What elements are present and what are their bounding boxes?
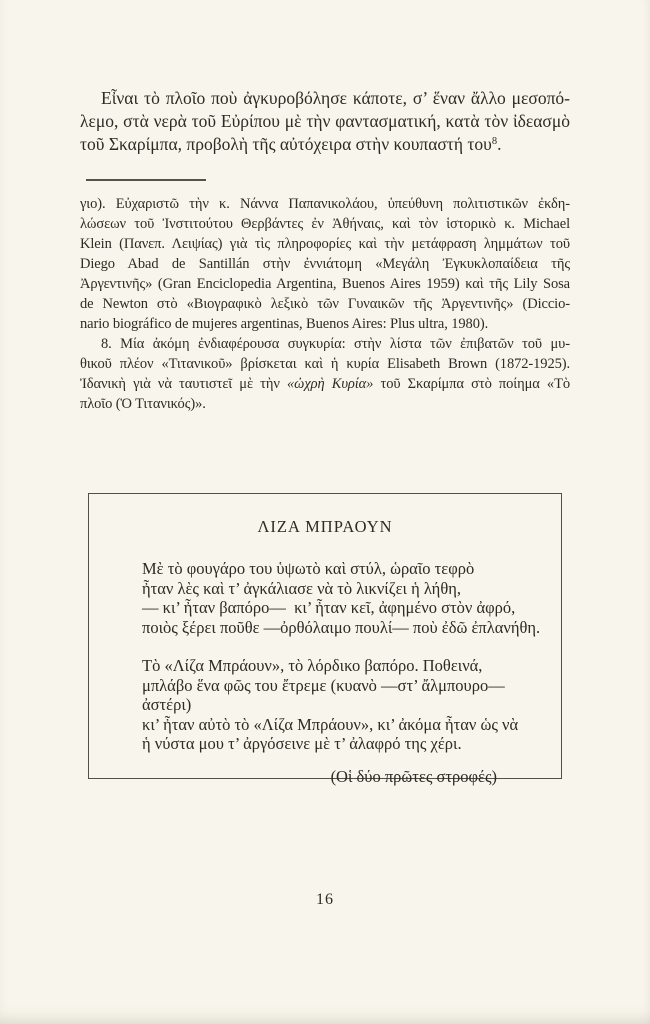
poem-line: — κι’ ἦταν βαπόρο— κι’ ἦταν κεῖ, ἀφημένο στὸν ἀφρό, bbox=[142, 598, 516, 617]
poem-line: Μὲ τὸ φουγάρο του ὑψωτὸ καὶ στύλ, ὡραῖο τεφρὸ bbox=[142, 559, 475, 578]
poem-line: ἦταν λὲς καὶ τ’ ἀγκάλιασε νὰ τὸ λικνίζει ἡ λήθη, bbox=[142, 578, 461, 598]
footnote-line: 8. Μία ἀκόμη ἐνδιαφέρουσα συγκυρία: στὴν λίστα τῶν ἐπιβατῶν τοῦ μυ- bbox=[101, 336, 570, 352]
poem-line: ἡ νύστα μου τ’ ἀργόσεινε μὲ τ’ ἀλαφρό της χέρι. bbox=[142, 734, 462, 753]
poem-stanza-1 bbox=[142, 559, 551, 637]
poem-caption: (Οἱ δύο πρῶτες στροφές) bbox=[330, 766, 497, 786]
footnote-line: λώσεων τοῦ Ἰνστιτούτου Θερβάντες ἐν Ἀθήναις, καὶ τὸν ἱστορικὸ κ. Michael bbox=[80, 216, 570, 232]
footnote-line: nario biográfico de mujeres argentinas, Buenos Aires: Plus ultra, 1980). bbox=[80, 316, 489, 332]
poem-stanza-2 bbox=[142, 656, 551, 754]
poem-box bbox=[88, 493, 562, 786]
footnote-line-text: τοῦ Σκαρίμπα στὸ ποίημα «Τὸ bbox=[373, 376, 570, 392]
footnote-line: Klein (Πανεπ. Λειψίας) γιὰ τὶς πληροφορίες καὶ τὴν μετάφραση λημμάτων τοῦ bbox=[80, 236, 570, 252]
footnote-line: Ἀργεντινῆς» (Gran Enciclopedia Argentina, Buenos Aires 1959) καὶ τῆς Lily Sosa bbox=[80, 276, 570, 292]
footnote-italic-phrase: «ὠχρὴ Κυρία» bbox=[287, 376, 374, 392]
footnote-separator bbox=[86, 179, 206, 181]
footnote-line-text: Ἰδανικὴ γιὰ νὰ ταυτιστεῖ μὲ τὴν bbox=[80, 376, 288, 392]
footnote-7-continuation bbox=[80, 194, 570, 334]
paragraph-line-text: τοῦ Σκαρίμπα, προβολὴ τῆς αὐτόχειρα στὴν κουπαστή του bbox=[80, 134, 492, 154]
footnote-8 bbox=[80, 334, 570, 414]
page-number: 16 bbox=[316, 891, 334, 908]
paragraph-line: Εἶναι τὸ πλοῖο ποὺ ἀγκυροβόλησε κάποτε, σ’ ἕναν ἄλλο μεσοπό- bbox=[101, 88, 570, 108]
footnote-reference: 8 bbox=[491, 136, 498, 147]
poem-line: ποιὸς ξέρει ποῦθε —ὀρθόλαιμο πουλί— ποὺ ἐδῶ ἐπλανήθη. bbox=[142, 617, 541, 637]
poem-line: μπλάβο ἕνα φῶς του ἔτρεμε (κυανὸ —στ’ ἄλμπουρο— ἀστέρι) bbox=[142, 675, 509, 714]
paragraph-line bbox=[80, 133, 570, 156]
footnote-line: γιο). Εὐχαριστῶ τὴν κ. Νάννα Παπανικολάου, ὑπεύθυνη πολιτιστικῶν ἐκδη- bbox=[80, 196, 570, 212]
footnotes-block bbox=[80, 194, 570, 414]
footnote-line: de Newton στὸ «Βιογραφικὸ λεξικὸ τῶν Γυναικῶν τῆς Ἀργεντινῆς» (Diccio- bbox=[80, 296, 570, 312]
footnote-line: πλοῖο (Ὁ Τιτανικός)». bbox=[80, 396, 206, 412]
poem-title: ΛΙΖΑ ΜΠΡΑΟΥΝ bbox=[257, 517, 393, 536]
poem-line: κι’ ἦταν αὐτὸ τὸ «Λίζα Μπράουν», κι’ ἀκόμα ἦταν ὡς νὰ bbox=[142, 714, 519, 734]
footnote-line bbox=[80, 374, 570, 394]
footnote-line: θικοῦ πλέον «Τιτανικοῦ» βρίσκεται καὶ ἡ κυρία Elisabeth Brown (1872-1925). bbox=[80, 356, 570, 372]
footnote-line: Diego Abad de Santillán στὴν ἐννιάτομη «Μεγάλη Ἐγκυκλοπαίδεια τῆς bbox=[80, 256, 570, 272]
poem-line: Τὸ «Λίζα Μπράουν», τὸ λόρδικο βαπόρο. Ποθεινά, bbox=[142, 656, 483, 675]
paragraph-line: λεμο, στὰ νερὰ τοῦ Εὐρίπου μὲ τὴν φαντασματική, κατὰ τὸν ἰδεασμὸ bbox=[80, 111, 570, 131]
main-paragraph bbox=[80, 87, 570, 156]
paragraph-line-text: . bbox=[497, 134, 502, 154]
